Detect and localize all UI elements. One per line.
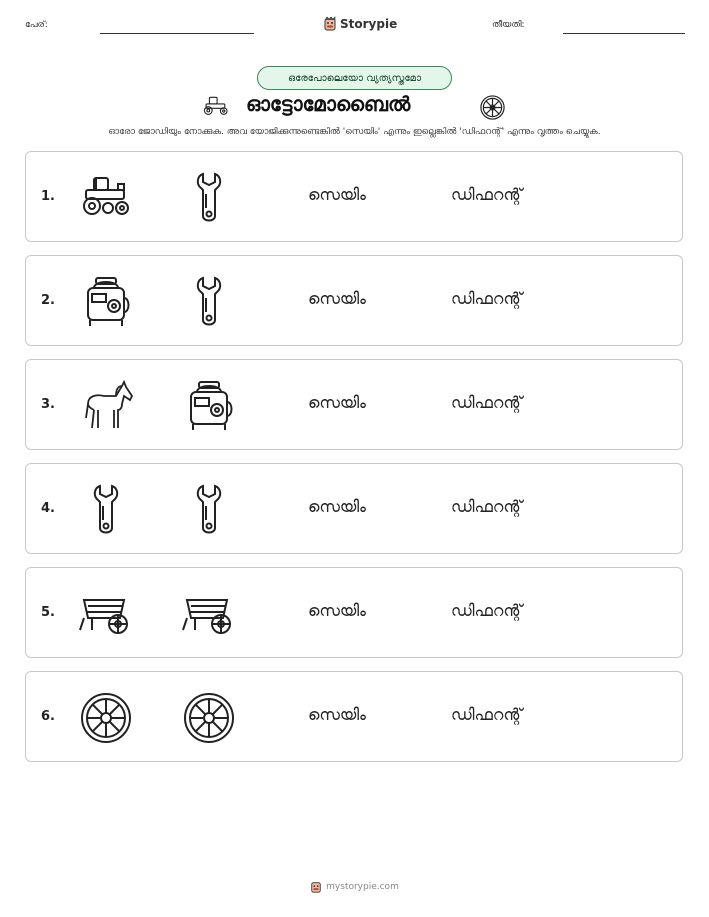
same-option[interactable]: സെയിം (308, 705, 366, 724)
brand-name: Storypie (340, 17, 398, 31)
same-option[interactable]: സെയിം (308, 289, 366, 308)
name-label: പേര്: (25, 20, 48, 30)
wrench-icon (181, 482, 237, 538)
question-row-4 (25, 463, 683, 554)
different-option[interactable]: ഡിഫറന്റ് (451, 289, 523, 308)
different-option[interactable]: ഡിഫറന്റ് (451, 393, 523, 412)
storypie-mascot-icon (323, 16, 337, 32)
question-number: 3. (41, 397, 55, 412)
question-number: 4. (41, 501, 55, 516)
tractor-icon (200, 94, 232, 116)
storypie-mascot-icon (310, 880, 322, 894)
same-option[interactable]: സെയിം (308, 497, 366, 516)
same-option[interactable]: സെയിം (308, 601, 366, 620)
same-option[interactable]: സെയിം (308, 185, 366, 204)
wheel-icon (181, 690, 237, 746)
different-option[interactable]: ഡിഫറന്റ് (451, 705, 523, 724)
instructions: ഓരോ ജോഡിയും നോക്കുക. അവ യോജിക്കുന്നുണ്ടെങ്കിൽ 'സെയിം' എന്നും ഇല്ലെങ്കിൽ 'ഡിഫറന്റ്' എന്നും വൃത്തം ചെയ്യുക. (108, 127, 601, 137)
different-option[interactable]: ഡിഫറന്റ് (451, 601, 523, 620)
question-row-2 (25, 255, 683, 346)
title-row (0, 92, 709, 120)
different-option[interactable]: ഡിഫറന്റ് (451, 185, 523, 204)
date-label: തീയതി: (492, 20, 525, 30)
category-text: ഒരേപോലെയോ വ്യത്യസ്തമോ (287, 72, 422, 84)
question-row-1 (25, 151, 683, 242)
different-option[interactable]: ഡിഫറന്റ് (451, 497, 523, 516)
worksheet-header (0, 14, 709, 38)
question-number: 1. (41, 189, 55, 204)
horse-icon (78, 378, 134, 434)
brand-logo (323, 14, 397, 34)
wheel-icon (78, 690, 134, 746)
same-option[interactable]: സെയിം (308, 393, 366, 412)
name-line[interactable] (100, 33, 254, 34)
question-number: 6. (41, 709, 55, 724)
cart-icon (78, 586, 134, 642)
question-row-5 (25, 567, 683, 658)
date-line[interactable] (563, 33, 685, 34)
generator-icon (78, 274, 134, 330)
tractor-icon (78, 170, 134, 226)
cart-icon (181, 586, 237, 642)
question-row-6 (25, 671, 683, 762)
wrench-icon (181, 274, 237, 330)
question-number: 5. (41, 605, 55, 620)
footer-url[interactable]: mystorypie.com (326, 882, 399, 892)
footer (0, 880, 709, 894)
category-badge (257, 66, 452, 90)
question-row-3 (25, 359, 683, 450)
question-number: 2. (41, 293, 55, 308)
wrench-icon (78, 482, 134, 538)
wrench-icon (181, 170, 237, 226)
page-title: ഓട്ടോമോബൈൽ (246, 92, 411, 116)
generator-icon (181, 378, 237, 434)
wheel-icon (479, 94, 506, 121)
